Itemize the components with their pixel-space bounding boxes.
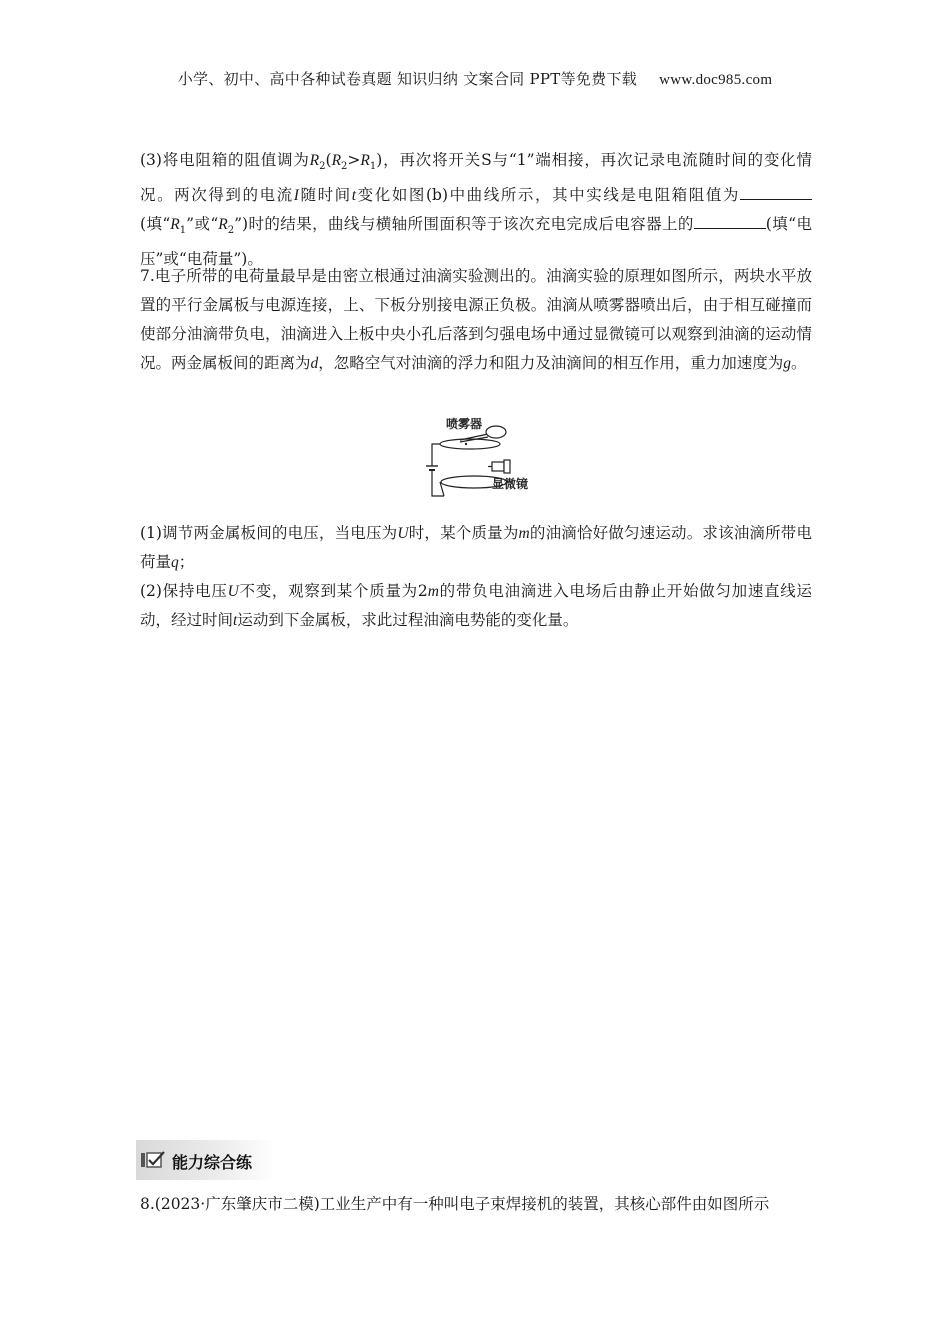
oil-drop-apparatus-figure — [404, 414, 544, 506]
question-7-sub-2: (2)保持电压U不变，观察到某个质量为2m的带负电油滴进入电场后由静止开始做匀加速直线运动，经过时间t运动到下金属板，求此过程油滴电势能的变化量。 — [140, 582, 812, 629]
answer-blank-1[interactable] — [740, 185, 778, 200]
microscope-icon — [488, 460, 510, 473]
question-7-stem: 7.电子所带的电荷量最早是由密立根通过油滴实验测出的。油滴实验的原理如图所示，两块水平放置的平行金属板与电源连接，上、下板分别接电源正负极。油滴从喷雾器喷出后，由于相互碰撞而使部分油滴带负电，油滴进入上板中央小孔后落到匀强电场中通过显微镜可以观察到油滴的运动情况。两金属板间的距离为d，忽略空气对油滴的浮力和阻力及油滴间的相互作用，重力加速度为g。 — [140, 267, 812, 372]
section-heading — [136, 1140, 276, 1180]
answer-blank-1b[interactable] — [778, 185, 812, 200]
answer-blank-2b[interactable] — [732, 214, 766, 229]
page-header — [0, 68, 950, 89]
microscope-label: 显微镜 — [492, 477, 529, 491]
question-8-stem: 8.(2023·广东肇庆市二模)工业生产中有一种叫电子束焊接机的装置，其核心部件由如图所示 — [140, 1195, 770, 1213]
header-site: www.doc985.com — [659, 72, 773, 88]
question-6-part-3: (3)将电阻箱的阻值调为$R_2(R_2>R_1)$，再次将开关S与“1”端相接，再次记录电流随时间的变化情况。两次得到的电流I随时间t变化如图(b)中曲线所示，其中实线是电阻箱阻值为(填“$R_1$”或“$R_2$”)时的结果，曲线与横轴所围面积等于该次充电完成后电容器上的 (填“电压”或“电荷量”)。 — [140, 151, 812, 269]
header-text: 小学、初中、高中各种试卷真题 知识归纳 文案合同 PPT等免费下载 — [177, 70, 638, 88]
question-7-sub-1: (1)调节两金属板间的电压，当电压为U时，某个质量为m的油滴恰好做匀速运动。求该油滴所带电荷量q； — [140, 524, 812, 571]
sprayer-label: 喷雾器 — [446, 417, 483, 431]
answer-blank-2[interactable] — [694, 214, 732, 229]
checklist-icon — [140, 1150, 166, 1170]
section-title: 能力综合练 — [172, 1153, 253, 1172]
